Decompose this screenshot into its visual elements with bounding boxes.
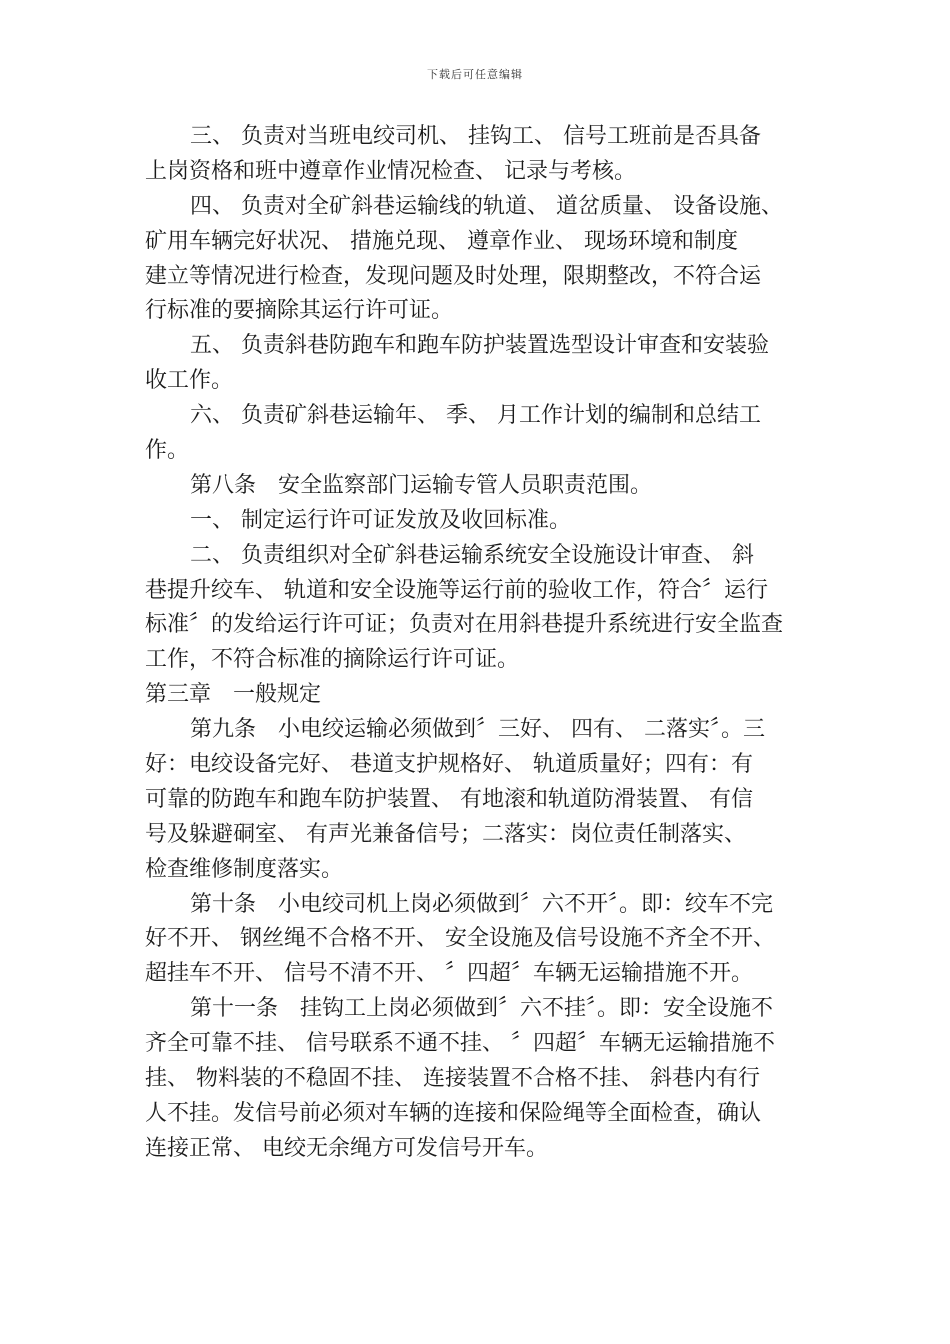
text-line: 建立等情况进行检查，发现问题及时处理，限期整改，不符合运: [145, 263, 762, 289]
text-line: 矿用车辆完好状况、 措施兑现、 遵章作业、 现场环境和制度: [145, 228, 738, 254]
text-line: 四、 负责对全矿斜巷运输线的轨道、 道岔质量、 设备设施、: [190, 193, 783, 219]
text-line: 人不挂。发信号前必须对车辆的连接和保险绳等全面检查，确认: [145, 1100, 762, 1126]
text-line: 超挂车不开、 信号不清不开、 〞四超〞车辆无运输措施不开。: [145, 961, 753, 987]
text-line: 三、 负责对当班电绞司机、 挂钩工、 信号工班前是否具备: [190, 124, 761, 149]
article-heading: 第八条 安全监察部门运输专管人员职责范围。: [190, 472, 653, 498]
text-line: 好：电绞设备完好、 巷道支护规格好、 轨道质量好；四有：有: [145, 752, 753, 778]
text-line: 连接正常、 电绞无余绳方可发信号开车。: [145, 1135, 548, 1161]
text-line: 上岗资格和班中遵章作业情况检查、 记录与考核。: [145, 158, 636, 184]
text-line: 巷提升绞车、 轨道和安全设施等运行前的验收工作，符合〞运行: [145, 577, 768, 603]
text-line: 二、 负责组织对全矿斜巷运输系统安全设施设计审查、 斜: [190, 542, 754, 568]
page-header-note: 下载后可任意编辑: [427, 68, 523, 81]
document-body: [145, 120, 810, 1167]
text-line: 号及躲避硐室、 有声光兼备信号；二落实：岗位责任制落实、: [145, 821, 746, 847]
text-line: 齐全可靠不挂、 信号联系不通不挂、 〞四超〞车辆无运输措施不: [145, 1031, 775, 1057]
text-line: 收工作。: [145, 368, 234, 394]
text-line: 工作，不符合标准的摘除运行许可证。: [145, 647, 520, 673]
text-line: 五、 负责斜巷防跑车和跑车防护装置选型设计审查和安装验: [190, 333, 769, 359]
text-line: 第十条 小电绞司机上岗必须做到〞六不开〞。即：绞车不完: [190, 891, 774, 917]
text-line: 六、 负责矿斜巷运输年、 季、 月工作计划的编制和总结工: [190, 403, 761, 429]
text-line: 可靠的防跑车和跑车防护装置、 有地滚和轨道防滑装置、 有信: [145, 786, 753, 812]
text-line: 检查维修制度落实。: [145, 856, 344, 882]
text-line: 第十一条 挂钩工上岗必须做到〞六不挂〞。即：安全设施不: [190, 996, 774, 1022]
text-line: 好不开、 钢丝绳不合格不开、 安全设施及信号设施不齐全不开、: [145, 926, 775, 952]
text-line: 挂、 物料装的不稳固不挂、 连接装置不合格不挂、 斜巷内有行: [145, 1066, 760, 1092]
text-line: 第九条 小电绞运输必须做到〞三好、 四有、 二落实〞。三: [190, 717, 765, 743]
text-line: 行标准的要摘除其运行许可证。: [145, 298, 454, 324]
text-line: 作。: [145, 438, 190, 464]
text-line: 一、 制定运行许可证发放及收回标准。: [190, 507, 571, 533]
text-line: 标准〞的发给运行许可证；负责对在用斜巷提升系统进行安全监查: [145, 612, 784, 638]
chapter-heading: 第三章 一般规定: [145, 682, 322, 708]
